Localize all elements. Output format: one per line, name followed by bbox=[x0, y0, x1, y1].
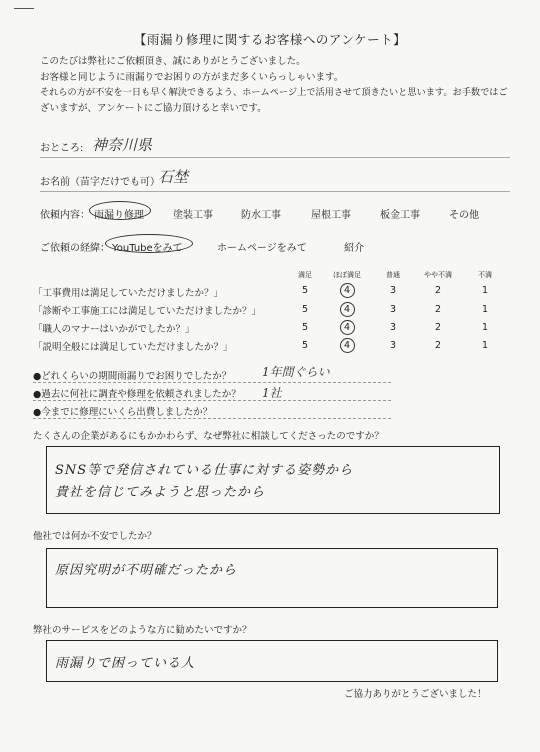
answer-line: SNS等で発信されている仕事に対する姿勢から bbox=[55, 463, 354, 478]
bullet-question: ●どれくらいの期間雨漏りでお困りでしたか？ bbox=[33, 371, 232, 382]
intro-line: ざいますが、アンケートにご協力頂けると幸いです。 bbox=[40, 102, 267, 114]
request-option[interactable]: 塗装工事 bbox=[173, 210, 213, 221]
rating-option[interactable]: 3 bbox=[389, 340, 397, 351]
answer-underline bbox=[33, 418, 391, 419]
rating-question: 「説明全般には満足していただけましたか？」 bbox=[33, 342, 233, 353]
request-option[interactable]: その他 bbox=[449, 210, 479, 221]
answer-line: 雨漏りで困っている人 bbox=[55, 656, 196, 671]
rating-option[interactable]: 2 bbox=[434, 340, 442, 351]
answer-underline bbox=[33, 400, 391, 401]
rating-option[interactable]: 2 bbox=[434, 304, 442, 315]
request-option[interactable]: 雨漏り修理 bbox=[94, 210, 144, 221]
rating-header: 普通 bbox=[386, 271, 400, 279]
rating-header: 不満 bbox=[478, 271, 492, 279]
question-why-us: たくさんの企業があるにもかかわらず、なぜ弊社に相談してくださったのですか？ bbox=[33, 431, 384, 442]
request-option[interactable]: 板金工事 bbox=[380, 210, 420, 221]
name-label: お名前（苗字だけでも可） bbox=[40, 177, 160, 188]
rating-question: 「職人のマナーはいかがでしたか？」 bbox=[33, 324, 195, 335]
rating-option[interactable]: 1 bbox=[481, 285, 489, 296]
answer-line: 原因究明が不明確だったから bbox=[55, 563, 238, 578]
address-label: おところ: bbox=[40, 143, 84, 154]
request-option[interactable]: 屋根工事 bbox=[311, 210, 351, 221]
request-label: 依頼内容： bbox=[40, 210, 90, 221]
rating-question: 「診断や工事施工には満足していただけましたか？」 bbox=[33, 306, 262, 317]
thanks-text: ご協力ありがとうございました！ bbox=[344, 689, 487, 700]
rating-question: 「工事費用は満足していただけましたか？」 bbox=[33, 288, 224, 299]
rating-header: やや不満 bbox=[424, 271, 452, 279]
source-option[interactable]: ホームページをみて bbox=[217, 243, 307, 254]
answer-box-other-concerns[interactable] bbox=[46, 548, 498, 608]
address-value[interactable]: 神奈川県 bbox=[92, 136, 153, 154]
question-other-concerns: 他社では何か不安でしたか？ bbox=[33, 531, 157, 542]
rating-option[interactable]: 4 bbox=[343, 340, 351, 351]
rating-option[interactable]: 5 bbox=[301, 304, 309, 315]
rating-option[interactable]: 4 bbox=[343, 304, 351, 315]
answer-box-why-us[interactable] bbox=[46, 446, 500, 514]
source-label: ご依頼の経緯： bbox=[40, 243, 110, 254]
rating-option[interactable]: 5 bbox=[301, 322, 309, 333]
bullet-question: ●過去に何社に調査や修理を依頼されましたか？ bbox=[33, 389, 241, 400]
rating-option[interactable]: 1 bbox=[481, 322, 489, 333]
intro-line: お客様と同じように雨漏りでお困りの方がまだ多くいらっしゃいます。 bbox=[40, 71, 344, 83]
name-value[interactable]: 石埜 bbox=[158, 168, 189, 186]
address-underline bbox=[40, 157, 510, 158]
rating-header: ほぼ満足 bbox=[333, 271, 361, 279]
name-underline bbox=[40, 191, 510, 192]
rating-option[interactable]: 5 bbox=[301, 340, 309, 351]
rating-option[interactable]: 2 bbox=[434, 322, 442, 333]
question-recommend: 弊社のサービスをどのような方に勧めたいですか？ bbox=[33, 625, 252, 636]
rating-header: 満足 bbox=[298, 271, 312, 279]
bullet-answer[interactable]: 1年間ぐらい bbox=[262, 365, 330, 379]
intro-text bbox=[40, 54, 510, 116]
rating-option[interactable]: 4 bbox=[343, 285, 351, 296]
rating-option[interactable]: 4 bbox=[343, 322, 351, 333]
rating-option[interactable]: 3 bbox=[389, 322, 397, 333]
rating-option[interactable]: 1 bbox=[481, 340, 489, 351]
rating-option[interactable]: 3 bbox=[389, 285, 397, 296]
intro-line: それらの方が不安を一日も早く解決できるよう、ホームページ上で活用させて頂きたいと思います。お手数ではご bbox=[40, 87, 508, 98]
rating-option[interactable]: 3 bbox=[389, 304, 397, 315]
bullet-answer[interactable]: 1社 bbox=[262, 386, 282, 400]
rating-option[interactable]: 5 bbox=[301, 285, 309, 296]
intro-line: このたびは弊社にご依頼頂き、誠にありがとうございました。 bbox=[40, 56, 306, 67]
rating-option[interactable]: 2 bbox=[434, 285, 442, 296]
answer-line: 貴社を信じてみようと思ったから bbox=[55, 485, 266, 500]
bullet-question: ●今までに修理にいくら出費しましたか？ bbox=[33, 407, 213, 418]
answer-box-recommend[interactable] bbox=[46, 640, 498, 682]
request-option[interactable]: 防水工事 bbox=[241, 210, 281, 221]
pen-mark bbox=[14, 8, 34, 9]
rating-option[interactable]: 1 bbox=[481, 304, 489, 315]
source-option[interactable]: 紹介 bbox=[344, 243, 364, 254]
answer-underline bbox=[33, 382, 391, 383]
page-title: 【雨漏り修理に関するお客様へのアンケート】 bbox=[133, 32, 407, 47]
source-option[interactable]: YouTubeをみて bbox=[112, 243, 183, 254]
